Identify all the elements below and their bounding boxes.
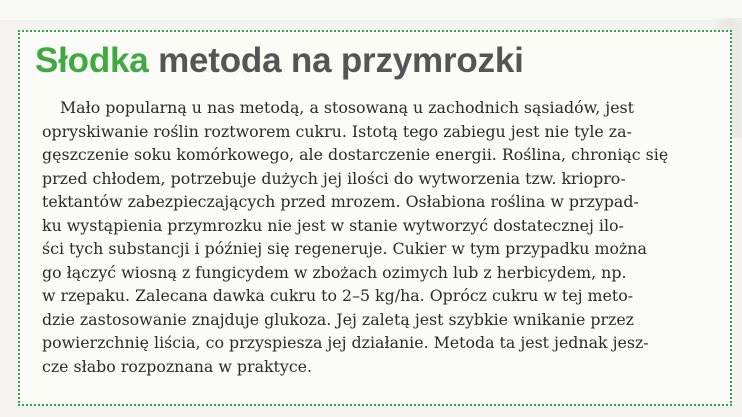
article-title <box>35 39 524 83</box>
article-line-11: powierzchnię liścia, co przyspiesza jej działanie. Metoda ta jest jednak jesz- <box>42 333 649 352</box>
article-line-6: ku wystąpienia przymrozku nie jest w stanie wytworzyć dostatecznej ilo- <box>42 215 624 235</box>
article-line-3: gęszczenie soku komórkowego, ale dostarczenie energii. Roślina, chroniąc się <box>42 145 669 164</box>
top-strip <box>0 0 742 20</box>
article-line-9: w rzepaku. Zalecana dawka cukru to 2–5 kg/ha. Oprócz cukru w tej meto- <box>42 286 634 305</box>
title-rest: metoda na przymrozki <box>158 41 524 80</box>
article-body <box>42 96 692 378</box>
article-line-12: cze słabo rozpoznana w praktyce. <box>42 356 313 376</box>
article-line-4: przed chłodem, potrzebuje dużych jej ilości do wytworzenia tzw. kriopro- <box>42 168 626 188</box>
article-line-8: go łączyć wiosną z fungicydem w zbożach ozimych lub z herbicydem, np. <box>42 262 627 282</box>
article-line-5: tektantów zabezpieczających przed mrozem. Osłabiona roślina w przypad- <box>42 192 639 211</box>
article-line-7: ści tych substancji i później się regeneruje. Cukier w tym przypadku można <box>42 239 647 258</box>
article-line-1: Mało popularną u nas metodą, a stosowaną u zachodnich sąsiadów, jest <box>60 98 635 117</box>
article-line-2: opryskiwanie roślin roztworem cukru. Istotą tego zabiegu jest nie tyle za- <box>42 121 632 141</box>
article-line-10: dzie zastosowanie znajduje glukoza. Jej zaletą jest szybkie wnikanie przez <box>42 309 634 329</box>
title-highlight: Słodka <box>35 41 149 80</box>
